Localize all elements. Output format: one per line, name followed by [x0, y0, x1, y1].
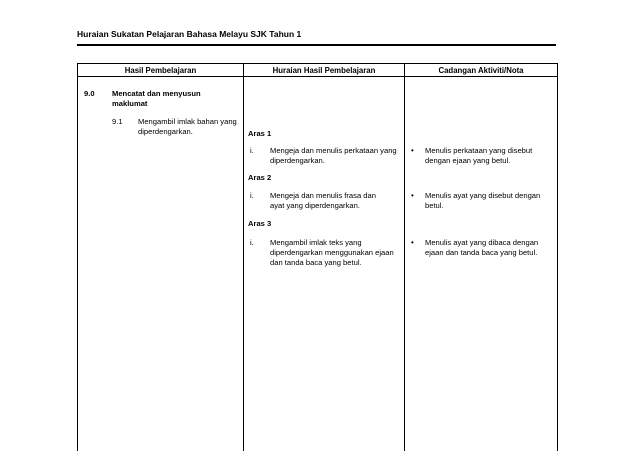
- level-3-label: Aras 3: [248, 219, 272, 228]
- bullet-icon: •: [411, 238, 414, 247]
- activity-notes-cell: [405, 77, 558, 451]
- table-row: [78, 77, 558, 451]
- level-3-item-marker: i.: [250, 238, 254, 247]
- level-1-description: Mengeja dan menulis perkataan yang diperdengarkan.: [270, 146, 397, 165]
- level-2-label: Aras 2: [248, 173, 272, 182]
- header-divider: [77, 44, 556, 46]
- level-1-activity: Menulis perkataan yang disebut dengan ejaan yang betul.: [425, 146, 533, 165]
- sub-outcome-text: Mengambil imlak bahan yang diperdengarkan.: [138, 117, 237, 136]
- table-header-row: [78, 64, 558, 77]
- outcome-number: 9.0: [84, 89, 95, 98]
- bullet-icon: •: [411, 191, 414, 200]
- document-header-title: Huraian Sukatan Pelajaran Bahasa Melayu SJK Tahun 1: [77, 29, 302, 39]
- level-2-description: Mengeja dan menulis frasa dan ayat yang diperdengarkan.: [270, 191, 376, 210]
- outcome-description-cell: [244, 77, 405, 451]
- level-2-activity: Menulis ayat yang disebut dengan betul.: [425, 191, 541, 210]
- column-header-activity-notes: Cadangan Aktiviti/Nota: [405, 64, 558, 77]
- level-3-description: Mengambil imlak teks yang diperdengarkan menggunakan ejaan dan tanda baca yang betul.: [270, 238, 394, 267]
- bullet-icon: •: [411, 146, 414, 155]
- syllabus-table: [77, 63, 558, 451]
- column-header-outcome-description: Huraian Hasil Pembelajaran: [244, 64, 405, 77]
- level-3-activity: Menulis ayat yang dibaca dengan ejaan dan tanda baca yang betul.: [425, 238, 539, 257]
- level-2-item-marker: i.: [250, 191, 254, 200]
- level-1-item-marker: i.: [250, 146, 254, 155]
- level-1-label: Aras 1: [248, 129, 272, 138]
- sub-outcome-number: 9.1: [112, 117, 123, 126]
- column-header-learning-outcome: Hasil Pembelajaran: [78, 64, 244, 77]
- learning-outcome-cell: [78, 77, 244, 451]
- outcome-title: Mencatat dan menyusun maklumat: [112, 89, 201, 108]
